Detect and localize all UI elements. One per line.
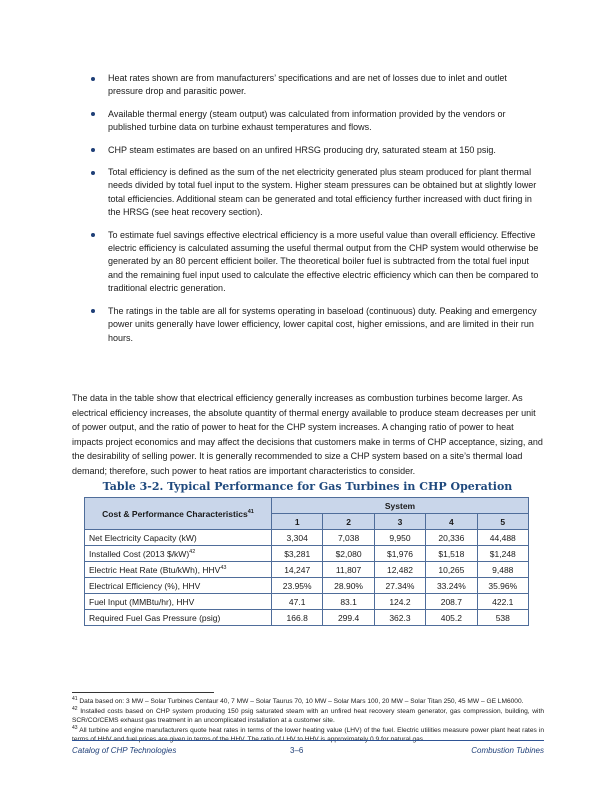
cell: 7,038: [323, 530, 374, 546]
cell: 20,336: [426, 530, 477, 546]
cell: 83.1: [323, 594, 374, 610]
bullet-dot-icon: [91, 309, 95, 313]
header-col: 3: [374, 514, 425, 530]
table-row: [85, 578, 529, 594]
bullet-dot-icon: [91, 171, 95, 175]
cell: 362.3: [374, 610, 425, 626]
cell: 208.7: [426, 594, 477, 610]
bullet-dot-icon: [91, 148, 95, 152]
cell: 405.2: [426, 610, 477, 626]
footer-page-number: 3–6: [290, 746, 304, 755]
cell: 9,488: [477, 562, 528, 578]
cell: 3,304: [272, 530, 323, 546]
row-label: Electrical Efficiency (%), HHV: [85, 578, 272, 594]
cell: $3,281: [272, 546, 323, 562]
footnote: $^{43}$ All turbine and engine manufacturers quote heat rates in terms of the lower heating value (LHV) of the fuel. Electric utilities measure power plant heat rates in terms of HHV and fuel prices are given in terms of the HHV. The ratio of LHV to HHV is approximately 0.9 for natural gas.: [72, 724, 545, 744]
table-row: [85, 546, 529, 562]
cell: 28.90%: [323, 578, 374, 594]
bullet-item: Available thermal energy (steam output) was calculated from information provided by the vendors or published turbine data on turbine exhaust temperatures and flows.: [88, 108, 543, 135]
cell: 538: [477, 610, 528, 626]
performance-table: [84, 497, 529, 626]
footnote: $^{42}$ Installed costs based on CHP system producing 150 psig saturated steam with an unfired heat recovery steam generator, gas compression, building, with SCR/CO/CEMS exhaust gas treatment in an uncomplicated installation at a customer site.: [72, 705, 544, 725]
cell: 299.4: [323, 610, 374, 626]
cell: 10,265: [426, 562, 477, 578]
header-col: 4: [426, 514, 477, 530]
header-col: 5: [477, 514, 528, 530]
table-title: Table 3-2. Typical Performance for Gas Turbines in CHP Operation: [102, 480, 513, 493]
cell: 23.95%: [272, 578, 323, 594]
header-system: System: [272, 498, 529, 514]
bullet-item: Heat rates shown are from manufacturers’ specifications and are net of losses due to inlet and outlet pressure drop and parasitic power.: [88, 72, 543, 99]
cell: 166.8: [272, 610, 323, 626]
cell: 12,482: [374, 562, 425, 578]
cell: 14,247: [272, 562, 323, 578]
footnote-divider: [72, 692, 214, 693]
bullet-item: CHP steam estimates are based on an unfired HRSG producing dry, saturated steam at 150 psig.: [88, 144, 543, 157]
bullet-item: The ratings in the table are all for systems operating in baseload (continuous) duty. Peaking and emergency power units generally have lower efficiency, lower capital cost, higher emissions, and are limited in their run hours.: [88, 305, 543, 345]
cell: 422.1: [477, 594, 528, 610]
header-characteristics: Cost & Performance Characteristics$^{41}$: [85, 498, 272, 530]
cell: 11,807: [323, 562, 374, 578]
cell: $1,976: [374, 546, 425, 562]
header-col: 1: [272, 514, 323, 530]
cell: 47.1: [272, 594, 323, 610]
bullet-dot-icon: [91, 112, 95, 116]
table-row: [85, 562, 529, 578]
footnote: $^{41}$ Data based on: 3 MW – Solar Turbines Centaur 40, 7 MW – Solar Taurus 70, 10 MW – Solar Mars 100, 20 MW – Solar Titan 250, 45 MW – GE LM6000.: [72, 695, 524, 705]
table-row: [85, 610, 529, 626]
cell: 124.2: [374, 594, 425, 610]
row-label: Fuel Input (MMBtu/hr), HHV: [85, 594, 272, 610]
footer-divider: [72, 740, 544, 741]
footnotes: [72, 697, 544, 745]
bullet-item: Total efficiency is defined as the sum of the net electricity generated plus steam produced for plant thermal needs divided by total fuel input to the system. Higher steam pressures can be obtained but at slightly lower total efficiencies. Additional steam can be generated and total efficiency further increased with duct firing in the HRSG (see heat recovery section).: [88, 166, 543, 220]
header-col: 2: [323, 514, 374, 530]
table-row: [85, 530, 529, 546]
bullet-dot-icon: [91, 233, 95, 237]
row-label: Electric Heat Rate (Btu/kWh), HHV$^{43}$: [85, 562, 272, 578]
bullet-item: To estimate fuel savings effective electrical efficiency is a more useful value than overall efficiency. Effective electric efficiency is calculated assuming the useful thermal output from the CHP system would otherwise be generated by an 80 percent efficient boiler. The theoretical boiler fuel is subtracted from the total fuel input and the remaining fuel input used to calculate the effective electric efficiency which can then be compared to traditional electric generation.: [88, 229, 543, 296]
footer-section-title: Combustion Tubines: [471, 746, 544, 755]
cell: $1,518: [426, 546, 477, 562]
cell: 9,950: [374, 530, 425, 546]
cell: 35.96%: [477, 578, 528, 594]
table-row: [85, 594, 529, 610]
body-paragraph: The data in the table show that electrical efficiency generally increases as combustion turbines become larger. As electrical efficiency increases, the absolute quantity of thermal energy available to produce steam decreases per unit of power output, and the ratio of power to heat for the CHP system increases. A changing ratio of power to heat impacts project economics and may affect the decisions that customers make in terms of CHP acceptance, sizing, and the desirability of selling power. It is generally recommended to size a CHP system based on a site’s thermal load demand; therefore, such power to heat ratios are important characteristics to consider.: [72, 393, 543, 476]
row-label: Required Fuel Gas Pressure (psig): [85, 610, 272, 626]
row-label: Net Electricity Capacity (kW): [85, 530, 272, 546]
cell: 27.34%: [374, 578, 425, 594]
cell: 33.24%: [426, 578, 477, 594]
row-label: Installed Cost (2013 $/kW)$^{42}$: [85, 546, 272, 562]
footer-document-title: Catalog of CHP Technologies: [72, 746, 177, 755]
cell: $1,248: [477, 546, 528, 562]
bullet-list: [88, 72, 543, 354]
bullet-dot-icon: [91, 77, 95, 81]
cell: $2,080: [323, 546, 374, 562]
cell: 44,488: [477, 530, 528, 546]
